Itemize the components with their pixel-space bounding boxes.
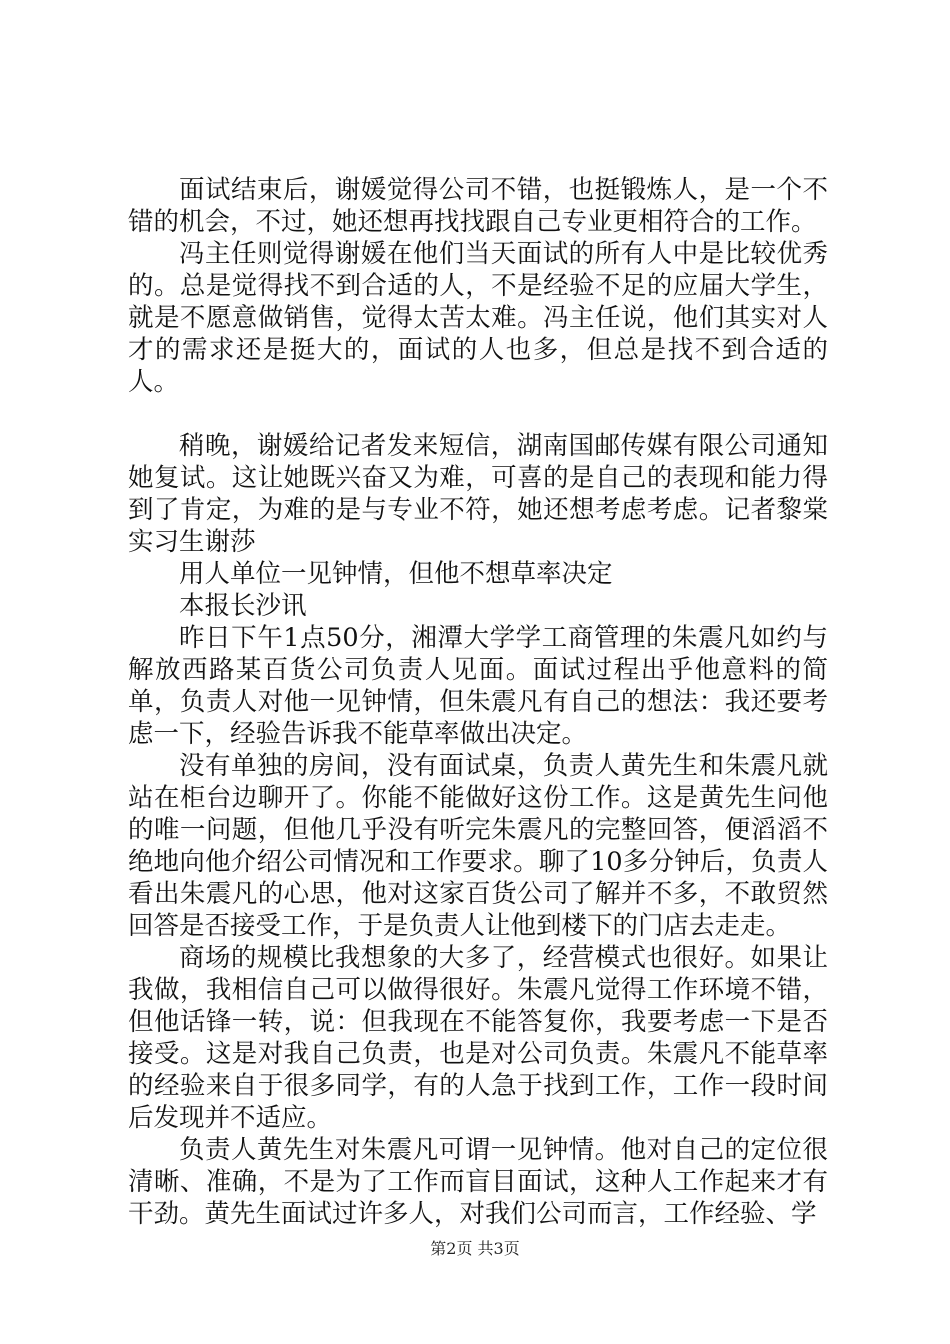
page-number-footer: 第2页 共3页	[430, 1239, 520, 1258]
subheading: 用人单位一见钟情，但他不想草率决定	[179, 559, 613, 589]
paragraph-7: 负责人黄先生对朱震凡可谓一见钟情。他对自己的定位很清晰、准确，不是为了工作而盲目面试，这种人工作起来才有干劲。黄先生面试过许多人，对我们公司而言，工作经验、学	[128, 1135, 828, 1229]
article-body	[128, 174, 828, 1230]
paragraph-5: 没有单独的房间，没有面试桌，负责人黄先生和朱震凡就站在柜台边聊开了。你能不能做好这份工作。这是黄先生问他的唯一问题，但他几乎没有听完朱震凡的完整回答，便滔滔不绝地向他介绍公司情况和工作要求。聊了10多分钟后，负责人看出朱震凡的心思，他对这家百货公司了解并不多，不敢贸然回答是否接受工作，于是负责人让他到楼下的门店去走走。	[128, 751, 828, 941]
paragraph-6: 商场的规模比我想象的大多了，经营模式也很好。如果让我做，我相信自己可以做得很好。朱震凡觉得工作环境不错，但他话锋一转，说：但我现在不能答复你，我要考虑一下是否接受。这是对我自己负责，也是对公司负责。朱震凡不能草率的经验来自于很多同学，有的人急于找到工作，工作一段时间后发现并不适应。	[128, 943, 828, 1133]
paragraph-1: 面试结束后，谢媛觉得公司不错，也挺锻炼人，是一个不错的机会，不过，她还想再找找跟自己专业更相符合的工作。	[128, 175, 828, 237]
paragraph-4: 昨日下午1点50分，湘潭大学学工商管理的朱震凡如约与解放西路某百货公司负责人见面。面试过程出乎他意料的简单，负责人对他一见钟情，但朱震凡有自己的想法：我还要考虑一下，经验告诉我不能草率做出决定。	[128, 623, 828, 749]
paragraph-3: 稍晚，谢媛给记者发来短信，湖南国邮传媒有限公司通知她复试。这让她既兴奋又为难，可喜的是自己的表现和能力得到了肯定，为难的是与专业不符，她还想考虑考虑。记者黎棠实习生谢莎	[128, 431, 828, 557]
dateline: 本报长沙讯	[179, 591, 307, 621]
paragraph-2: 冯主任则觉得谢媛在他们当天面试的所有人中是比较优秀的。总是觉得找不到合适的人，不是经验不足的应届大学生，就是不愿意做销售，觉得太苦太难。冯主任说，他们其实对人才的需求还是挺大的，面试的人也多，但总是找不到合适的人。	[128, 239, 828, 397]
